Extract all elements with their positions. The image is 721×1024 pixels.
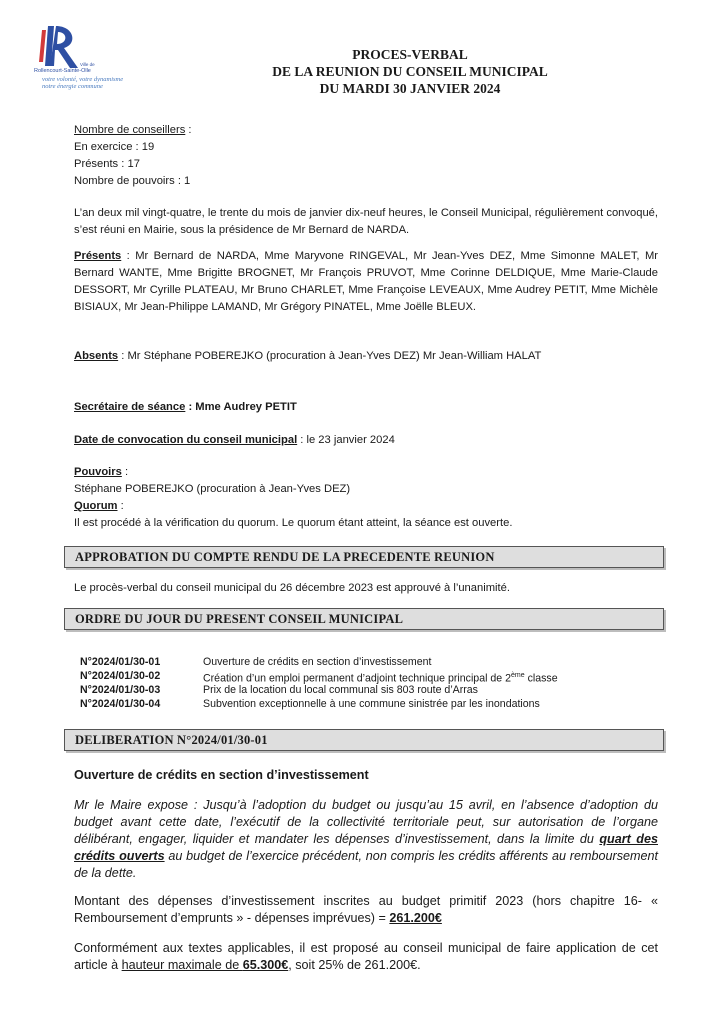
agenda-item-label: Ouverture de crédits en section d’investissement bbox=[203, 656, 432, 668]
approbation-text: Le procès-verbal du conseil municipal du 26 décembre 2023 est approuvé à l’unanimité. bbox=[74, 582, 510, 594]
count-presents: Présents : 17 bbox=[74, 158, 140, 170]
absents-list: : Mr Stéphane POBEREJKO (procuration à Jean-Yves DEZ) Mr Jean-William HALAT bbox=[118, 350, 542, 362]
logo-town-name: Rollencourt-Sainte-Olle bbox=[34, 68, 91, 74]
agenda-item bbox=[80, 697, 660, 712]
agenda-item-number: N°2024/01/30-02 bbox=[80, 670, 161, 682]
pouvoirs-suffix: : bbox=[121, 466, 129, 478]
convocation-line bbox=[74, 432, 634, 449]
convocation-label: Date de convocation du conseil municipal bbox=[74, 434, 298, 446]
section-ordre-du-jour-header bbox=[64, 608, 664, 630]
count-exercice: En exercice : 19 bbox=[74, 141, 155, 153]
pouvoirs-quorum-block bbox=[74, 464, 664, 532]
title-line-2: DE LA REUNION DU CONSEIL MUNICIPAL bbox=[272, 64, 548, 79]
conformement-text-a: Conformément aux textes applicables, il est proposé au conseil municipal de faire application de cet article à bbox=[74, 941, 658, 972]
section-deliberation-title: DELIBERATION N°2024/01/30-01 bbox=[75, 733, 268, 747]
counts-heading-suffix: : bbox=[185, 124, 192, 136]
section-deliberation-header bbox=[64, 729, 664, 751]
expose-highlight: quart des crédits ouverts bbox=[74, 832, 658, 863]
document-title bbox=[200, 46, 620, 97]
presents-label: Présents bbox=[74, 250, 122, 262]
pouvoirs-text: Stéphane POBEREJKO (procuration à Jean-Yves DEZ) bbox=[74, 483, 351, 495]
logo-tagline-2: notre énergie commune bbox=[42, 83, 103, 90]
quorum-suffix: : bbox=[117, 500, 124, 512]
agenda-item bbox=[80, 683, 660, 698]
title-line-3: DU MARDI 30 JANVIER 2024 bbox=[319, 81, 501, 96]
montant-value: 261.200€ bbox=[389, 911, 442, 925]
agenda-item-label-main: Création d’un emploi permanent d’adjoint technique principal de 2 bbox=[203, 672, 512, 685]
convocation-date: : le 23 janvier 2024 bbox=[297, 434, 395, 446]
secretaire-name: : Mme Audrey PETIT bbox=[185, 401, 297, 413]
agenda-item-number: N°2024/01/30-04 bbox=[80, 698, 161, 710]
expose-text-b: au budget de l’exercice précédent, non compris les crédits afférents au remboursement de la dette. bbox=[74, 849, 658, 880]
agenda-item-label: Subvention exceptionnelle à une commune sinistrée par les inondations bbox=[203, 698, 540, 710]
montant-paragraph bbox=[74, 893, 658, 927]
logo-tagline-1: votre volonté, votre dynamisme bbox=[42, 76, 124, 83]
agenda-list bbox=[80, 655, 660, 713]
montant-text: Montant des dépenses d’investissement inscrites au budget primitif 2023 (hors chapitre 16- « Remboursement d’emprunts » - dépenses imprévues) = bbox=[74, 894, 658, 925]
conformement-text-b: , soit 25% de 261.200€. bbox=[288, 958, 421, 972]
maire-expose-paragraph bbox=[74, 797, 658, 882]
conformement-value: 65.300€ bbox=[242, 958, 289, 972]
secretaire-line bbox=[74, 399, 574, 416]
agenda-item-label-sup: ème bbox=[511, 672, 525, 679]
municipal-logo bbox=[34, 22, 144, 102]
quorum-label: Quorum bbox=[74, 500, 118, 512]
absents-label: Absents bbox=[74, 350, 119, 362]
expose-text-a: Mr le Maire expose : Jusqu’à l’adoption du budget ou jusqu’au 15 avril, en l’absence d’adoption du budget avant cette date, l’exécutif de la collectivité territoriale peut, sur autorisation de l’organe délibérant, engager, liquider et mandater les dépenses d’investissement, dans la limite du bbox=[74, 798, 658, 846]
conformement-paragraph bbox=[74, 940, 658, 974]
logo-tagline bbox=[42, 76, 142, 90]
agenda-item bbox=[80, 655, 660, 670]
council-counts bbox=[74, 122, 474, 190]
section-ordre-du-jour-title: ORDRE DU JOUR DU PRESENT CONSEIL MUNICIPAL bbox=[75, 612, 404, 626]
section-approbation-header bbox=[64, 546, 664, 568]
counts-heading: Nombre de conseillers bbox=[74, 124, 186, 136]
absents-paragraph bbox=[74, 348, 674, 365]
secretaire-label: Secrétaire de séance bbox=[74, 401, 186, 413]
agenda-item-label: Prix de la location du local communal sis 803 route d’Arras bbox=[203, 684, 478, 696]
title-line-1: PROCES-VERBAL bbox=[352, 47, 468, 62]
count-pouvoirs: Nombre de pouvoirs : 1 bbox=[74, 175, 191, 187]
agenda-item-label-end: classe bbox=[524, 672, 558, 685]
quorum-text: Il est procédé à la vérification du quorum. Le quorum étant atteint, la séance est ouverte. bbox=[74, 517, 513, 529]
deliberation-subtitle: Ouverture de crédits en section d’investissement bbox=[74, 768, 369, 782]
conformement-underlined: hauteur maximale de bbox=[121, 958, 243, 972]
logo-small-text: Ville de bbox=[80, 62, 95, 67]
agenda-item bbox=[80, 669, 660, 684]
agenda-item-number: N°2024/01/30-01 bbox=[80, 656, 161, 668]
intro-paragraph: L’an deux mil vingt-quatre, le trente du mois de janvier dix-neuf heures, le Conseil Municipal, régulièrement convoqué, s’est réuni en Mairie, sous la présidence de Mr Bernard de NARDA. bbox=[74, 207, 658, 236]
section-approbation-title: APPROBATION DU COMPTE RENDU DE LA PRECEDENTE REUNION bbox=[75, 550, 495, 564]
presents-list: : Mr Bernard de NARDA, Mme Maryvone RINGEVAL, Mr Jean-Yves DEZ, Mme Simonne MALET, Mr Bernard WANTE, Mme Brigitte BROGNET, Mr François PRUVOT, Mme Corinne DELDIQUE, Mme Marie-Claude DESSORT, Mr Cyrille PLATEAU, Mr Bruno CHARLET, Mme Françoise LEVEAUX, Mme Audrey PETIT, Mme Michèle BISIAUX, Mr Jean-Philippe LAMAND, Mr Grégory PINATEL, Mme Joëlle BLEUX. bbox=[74, 250, 658, 313]
agenda-item-number: N°2024/01/30-03 bbox=[80, 684, 161, 696]
presents-paragraph bbox=[74, 248, 658, 316]
pouvoirs-label: Pouvoirs bbox=[74, 466, 122, 478]
